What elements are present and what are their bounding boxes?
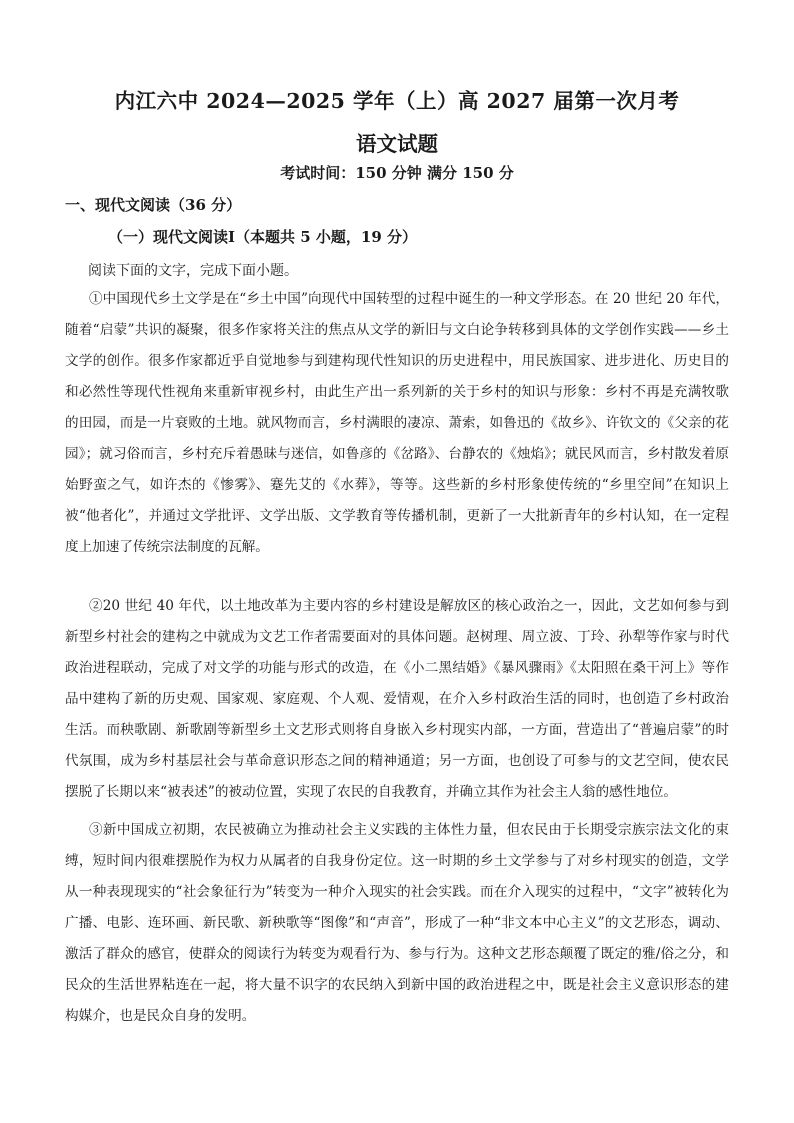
paragraph-2: ②20 世纪 40 年代，以土地改革为主要内容的乡村建设是解放区的核心政治之一，因此，文艺如何参与到新型乡村社会的建构之中就成为文艺工作者需要面对的具体问题。赵树理、周立波、丁玲、孙犁等作家与时代政治进程联动，完成了对文学的功能与形式的改造，在《小二黑结婚》《暴风骤雨》《太阳照在桑干河上》等作品中建构了新的历史观、国家观、家庭观、个人观、爱情观，在介入乡村政治生活的同时，也创造了乡村政治生活。而秧歌剧、新歌剧等新型乡土文艺形式则将自身嵌入乡村现实内部，一方面，营造出了“普遍启蒙”的时代氛围，成为乡村基层社会与革命意识形态之间的精神通道；另一方面，也创设了可参与的文艺空间，使农民摆脱了长期以来“被表述”的被动位置，实现了农民的自我教育，并确立其作为社会主人翁的感性地位。 (65, 598, 729, 800)
subsection-heading: （一）现代文阅读Ⅰ（本题共 5 小题，19 分） (108, 228, 417, 246)
paragraph-3: ③新中国成立初期，农民被确立为推动社会主义实践的主体性力量，但农民由于长期受宗族宗法文化的束缚，短时间内很难摆脱作为权力从属者的自我身份定位。这一时期的乡土文学参与了对乡村现实的创造，文学从一种表现现实的“社会象征行为”转变为一种介入现实的社会实践。而在介入现实的过程中，“文字”被转化为广播、电影、连环画、新民歌、新秧歌等“图像”和“声音”，形成了一种“非文本中心主义”的文艺形态，调动、激活了群众的感官，使群众的阅读行为转变为观看行为、参与行为。这种文艺形态颠覆了既定的雅/俗之分，和民众的生活世界粘连在一起，将大量不识字的农民纳入到新中国的政治进程之中，既是社会主义意识形态的建构媒介，也是民众自身的发明。 (65, 822, 729, 1024)
exam-title: 内江六中 2024—2025 学年（上）高 2027 届第一次月考 (114, 89, 680, 113)
reading-instruction: 阅读下面的文字，完成下面小题。 (88, 263, 298, 279)
subject-title: 语文试题 (356, 132, 438, 156)
exam-info: 考试时间：150 分钟 满分 150 分 (280, 164, 514, 182)
paragraph-1: ①中国现代乡土文学是在“乡土中国”向现代中国转型的过程中诞生的一种文学形态。在 20 世纪 20 年代，随着“启蒙”共识的凝聚，很多作家将关注的焦点从文学的新旧与文白论争转移到具体的文学创作实践——乡土文学的创作。很多作家都近乎自觉地参与到建构现代性知识的历史进程中，用民族国家、进步进化、历史目的和必然性等现代性视角来重新审视乡村，由此生产出一系列新的关于乡村的知识与形象：乡村不再是充满牧歌的田园，而是一片衰败的土地。就风物而言，乡村满眼的凄凉、萧索，如鲁迅的《故乡》、许钦文的《父亲的花园》；就习俗而言，乡村充斥着愚昧与迷信，如鲁彦的《岔路》、台静农的《烛焰》；就民风而言，乡村散发着原始野蛮之气，如许杰的《惨雾》、蹇先艾的《水葬》，等等。这些新的乡村形象使传统的“乡里空间”在知识上被“他者化”，并通过文学批评、文学出版、文学教育等传播机制，更新了一大批新青年的乡村认知，在一定程度上加速了传统宗法制度的瓦解。 (65, 291, 729, 555)
section-heading: 一、现代文阅读（36 分） (65, 196, 242, 214)
